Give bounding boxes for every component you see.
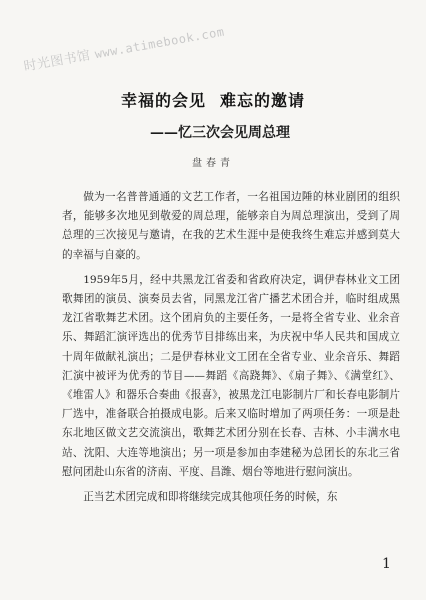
page-number: 1: [382, 556, 391, 572]
watermark-url: www.atimebook.com: [93, 24, 226, 62]
article-title: [0, 88, 426, 111]
watermark: [22, 21, 226, 75]
watermark-text: 时光图书馆: [22, 48, 92, 75]
paragraph: 1959年5月，经中共黑龙江省委和省政府决定，调伊春林业文工团歌舞团的演员、演奏员去省，同黑龙江省广播艺术团合并，临时组成黑龙江省歌舞艺术团。这个团肩负的主要任务，一是将全省专业、业余音乐、舞蹈汇演评选出的优秀节目排练出来，为庆祝中华人民共和国成立十周年做献礼演出；二是伊春林业文工团在全省专业、业余音乐、舞蹈汇演中被评为优秀的节目——舞蹈《高跷舞》、《扇子舞》、《满堂红》、《堆雷人》和器乐合奏曲《报喜》，被黑龙江电影制片厂和长春电影制片厂选中，准备联合拍摄成电影。后来又临时增加了两项任务：一项是赴东北地区做文艺交流演出，歌舞艺术团分别在长春、吉林、小丰满水电站、沈阳、大连等地演出；另一项是参加由李建秘为总团长的东北三省慰问团赴山东省的济南、平度、昌潍、烟台等地进行慰问演出。: [62, 273, 400, 478]
title-part-2: 难忘的邀请: [220, 91, 306, 110]
article-author: 盘春青: [192, 158, 234, 169]
paragraph: 正当艺术团完成和即将继续完成其他项任务的时候，东: [83, 491, 338, 504]
title-part-1: 幸福的会见: [120, 91, 206, 110]
paragraph: 做为一名普普通通的文艺工作者，一名祖国边陲的林业剧团的组织者，能够多次地见到敬爱的周总理，能够亲自为周总理演出，受到了周总理的三次接见与邀请，在我的艺术生涯中是使我终生难忘并感到莫大的幸福与自豪的。: [62, 191, 400, 261]
article-subtitle: ——忆三次会见周总理: [150, 125, 290, 141]
article-body: [62, 188, 400, 507]
